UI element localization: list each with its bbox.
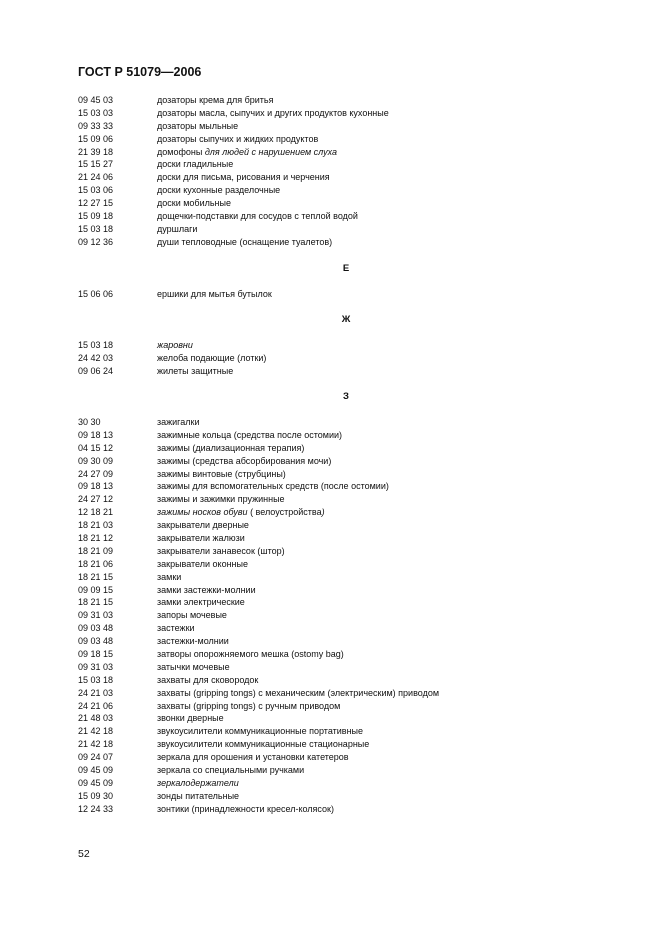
entry-description: захваты для сковородок <box>157 674 259 685</box>
iso-code: 18 21 09 <box>78 545 114 556</box>
index-section <box>78 416 598 816</box>
iso-code: 12 27 15 <box>78 198 114 209</box>
index-entry <box>78 674 598 687</box>
iso-code: 21 42 18 <box>78 726 114 737</box>
iso-code: 09 45 09 <box>78 777 114 788</box>
entry-description: застежки-молнии <box>157 636 229 647</box>
iso-code: 15 03 06 <box>78 185 114 196</box>
iso-code: 09 30 09 <box>78 455 114 466</box>
entry-description: доски гладильные <box>157 159 234 170</box>
index-entry <box>78 584 598 597</box>
iso-code: 09 09 15 <box>78 584 114 595</box>
iso-code: 15 03 18 <box>78 340 114 350</box>
index-entry <box>78 171 598 184</box>
iso-code: 04 15 12 <box>78 442 114 453</box>
entry-description: зажимы (диализационная терапия) <box>157 442 305 453</box>
index-entry <box>78 493 598 506</box>
index-entry <box>78 146 598 159</box>
document-header: ГОСТ Р 51079—2006 <box>78 65 202 79</box>
entry-description: закрыватели оконные <box>157 558 249 569</box>
entry-description: ершики для мытья бутылок <box>157 289 272 299</box>
iso-code: 21 42 18 <box>78 739 114 750</box>
index-entry <box>78 184 598 197</box>
section-letter: З <box>343 391 349 402</box>
iso-code: 18 21 15 <box>78 597 114 608</box>
iso-code: 15 06 06 <box>78 289 114 299</box>
iso-code: 09 03 48 <box>78 636 114 647</box>
index-entry <box>78 506 598 519</box>
entry-description: жаровни <box>157 340 193 350</box>
entry-description: домофоны для людей с нарушением слуха <box>157 146 338 157</box>
entry-description: звонки дверные <box>157 713 224 724</box>
iso-code: 09 33 33 <box>78 120 114 131</box>
iso-code: 09 12 36 <box>78 236 114 247</box>
index-entry <box>78 480 598 493</box>
iso-code: 21 24 06 <box>78 172 114 183</box>
index-entry <box>78 596 598 609</box>
index-section <box>78 339 598 378</box>
index-entry <box>78 622 598 635</box>
entry-description: зажимы винтовые (струбцины) <box>157 468 286 479</box>
entry-description: зонды питательные <box>157 790 240 801</box>
section-letter: Е <box>342 263 350 274</box>
iso-code: 09 18 13 <box>78 481 114 492</box>
index-entry <box>78 571 598 584</box>
index-entry <box>78 158 598 171</box>
entry-description: зажимы носков обуви ( велоустройства) <box>157 507 325 518</box>
index-entry <box>78 648 598 661</box>
index-entry <box>78 429 598 442</box>
entry-description: дозаторы масла, сыпучих и других продуктов кухонные <box>157 107 389 118</box>
iso-code: 15 09 30 <box>78 790 114 801</box>
index-entry <box>78 635 598 648</box>
index-entry <box>78 468 598 481</box>
index-entry <box>78 687 598 700</box>
iso-code: 09 31 03 <box>78 610 114 621</box>
iso-code: 09 06 24 <box>78 365 114 376</box>
entry-description: застежки <box>157 623 195 634</box>
index-entry <box>78 288 598 301</box>
entry-description: затычки мочевые <box>157 661 230 672</box>
index-entry <box>78 455 598 468</box>
index-entry <box>78 120 598 133</box>
index-section <box>78 94 598 249</box>
index-entry <box>78 223 598 236</box>
entry-description: зажимные кольца (средства после остомии) <box>157 429 343 440</box>
iso-code: 09 24 07 <box>78 752 114 763</box>
iso-code: 09 03 48 <box>78 623 114 634</box>
index-entry <box>78 609 598 622</box>
page-number: 52 <box>78 848 90 860</box>
index-entry <box>78 712 598 725</box>
iso-code: 15 15 27 <box>78 159 114 170</box>
index-entry <box>78 764 598 777</box>
iso-code: 09 18 13 <box>78 429 114 440</box>
index-entry <box>78 416 598 429</box>
entry-description: зонтики (принадлежности кресел-колясок) <box>157 803 334 814</box>
entry-description: зажимы и зажимки пружинные <box>157 494 285 505</box>
index-entry <box>78 442 598 455</box>
iso-code: 09 18 15 <box>78 649 114 660</box>
index-entry <box>78 790 598 803</box>
entry-description: души тепловодные (оснащение туалетов) <box>157 236 333 247</box>
index-entry <box>78 558 598 571</box>
iso-code: 18 21 15 <box>78 571 114 582</box>
entry-description: зеркала со специальными ручками <box>157 765 305 776</box>
iso-code: 09 45 03 <box>78 95 114 105</box>
index-entry <box>78 197 598 210</box>
iso-code: 18 21 03 <box>78 520 114 531</box>
index-entry <box>78 236 598 249</box>
section-letter: Ж <box>341 314 351 325</box>
iso-code: 12 18 21 <box>78 507 114 518</box>
iso-code: 21 39 18 <box>78 146 114 157</box>
index-entry <box>78 339 598 352</box>
entry-description: желоба подающие (лотки) <box>157 352 267 363</box>
entry-description: дозаторы сыпучих и жидких продуктов <box>157 133 319 144</box>
entry-description: зажимы (средства абсорбирования мочи) <box>157 455 332 466</box>
index-entry <box>78 365 598 378</box>
iso-code: 12 24 33 <box>78 803 114 814</box>
entry-description: дозаторы крема для бритья <box>157 95 274 105</box>
iso-code: 30 30 <box>78 417 101 427</box>
iso-code: 09 31 03 <box>78 661 114 672</box>
entry-description: замки электрические <box>157 597 245 608</box>
iso-code: 18 21 12 <box>78 533 114 544</box>
index-entry <box>78 738 598 751</box>
entry-description: дощечки-подставки для сосудов с теплой водой <box>157 211 358 222</box>
iso-code: 24 42 03 <box>78 352 114 363</box>
iso-code: 21 48 03 <box>78 713 114 724</box>
iso-code: 15 03 03 <box>78 107 114 118</box>
entry-description: закрыватели занавесок (штор) <box>157 545 285 556</box>
index-entry <box>78 725 598 738</box>
index-entry <box>78 803 598 816</box>
entry-description: захваты (gripping tongs) с механическим (электрическим) приводом <box>157 687 440 698</box>
entry-description: зеркала для орошения и установки катетеров <box>157 752 349 763</box>
iso-code: 09 45 09 <box>78 765 114 776</box>
entry-description: закрыватели жалюзи <box>157 533 245 544</box>
index-entry <box>78 700 598 713</box>
entry-description: затворы опорожняемого мешка (ostomy bag) <box>157 649 344 660</box>
iso-code: 24 27 12 <box>78 494 114 505</box>
entry-description: закрыватели дверные <box>157 520 249 531</box>
index-entry <box>78 532 598 545</box>
entry-description: дуршлаги <box>157 223 198 234</box>
entry-description: запоры мочевые <box>157 610 227 621</box>
entry-description: звукоусилители коммуникационные портативные <box>157 726 364 737</box>
entry-description: доски кухонные разделочные <box>157 185 281 196</box>
index-entry <box>78 751 598 764</box>
index-entry <box>78 519 598 532</box>
entry-description: замки застежки-молнии <box>157 584 256 595</box>
iso-code: 15 03 18 <box>78 223 114 234</box>
index-entry <box>78 661 598 674</box>
index-entry <box>78 777 598 790</box>
iso-code: 24 27 09 <box>78 468 114 479</box>
iso-code: 15 09 18 <box>78 211 114 222</box>
entry-description: дозаторы мыльные <box>157 120 239 131</box>
iso-code: 24 21 06 <box>78 700 114 711</box>
index-entry <box>78 545 598 558</box>
index-entry <box>78 133 598 146</box>
entry-description: доски для письма, рисования и черчения <box>157 172 330 183</box>
iso-code: 15 09 06 <box>78 133 114 144</box>
index-section <box>78 288 598 301</box>
index-entry <box>78 352 598 365</box>
entry-description: доски мобильные <box>157 198 231 209</box>
iso-code: 18 21 06 <box>78 558 114 569</box>
index-entry <box>78 210 598 223</box>
index-entry <box>78 94 598 107</box>
index-entry <box>78 107 598 120</box>
entry-description: захваты (gripping tongs) с ручным приводом <box>157 700 341 711</box>
entry-description: замки <box>157 571 182 582</box>
entry-description: зеркалодержатели <box>157 777 239 788</box>
entry-description: жилеты защитные <box>157 365 234 376</box>
entry-description: зажимы для вспомогательных средств (после остомии) <box>157 481 389 492</box>
iso-code: 24 21 03 <box>78 687 114 698</box>
iso-code: 15 03 18 <box>78 674 114 685</box>
entry-description: зажигалки <box>157 417 200 427</box>
entry-description: звукоусилители коммуникационные стационарные <box>157 739 370 750</box>
